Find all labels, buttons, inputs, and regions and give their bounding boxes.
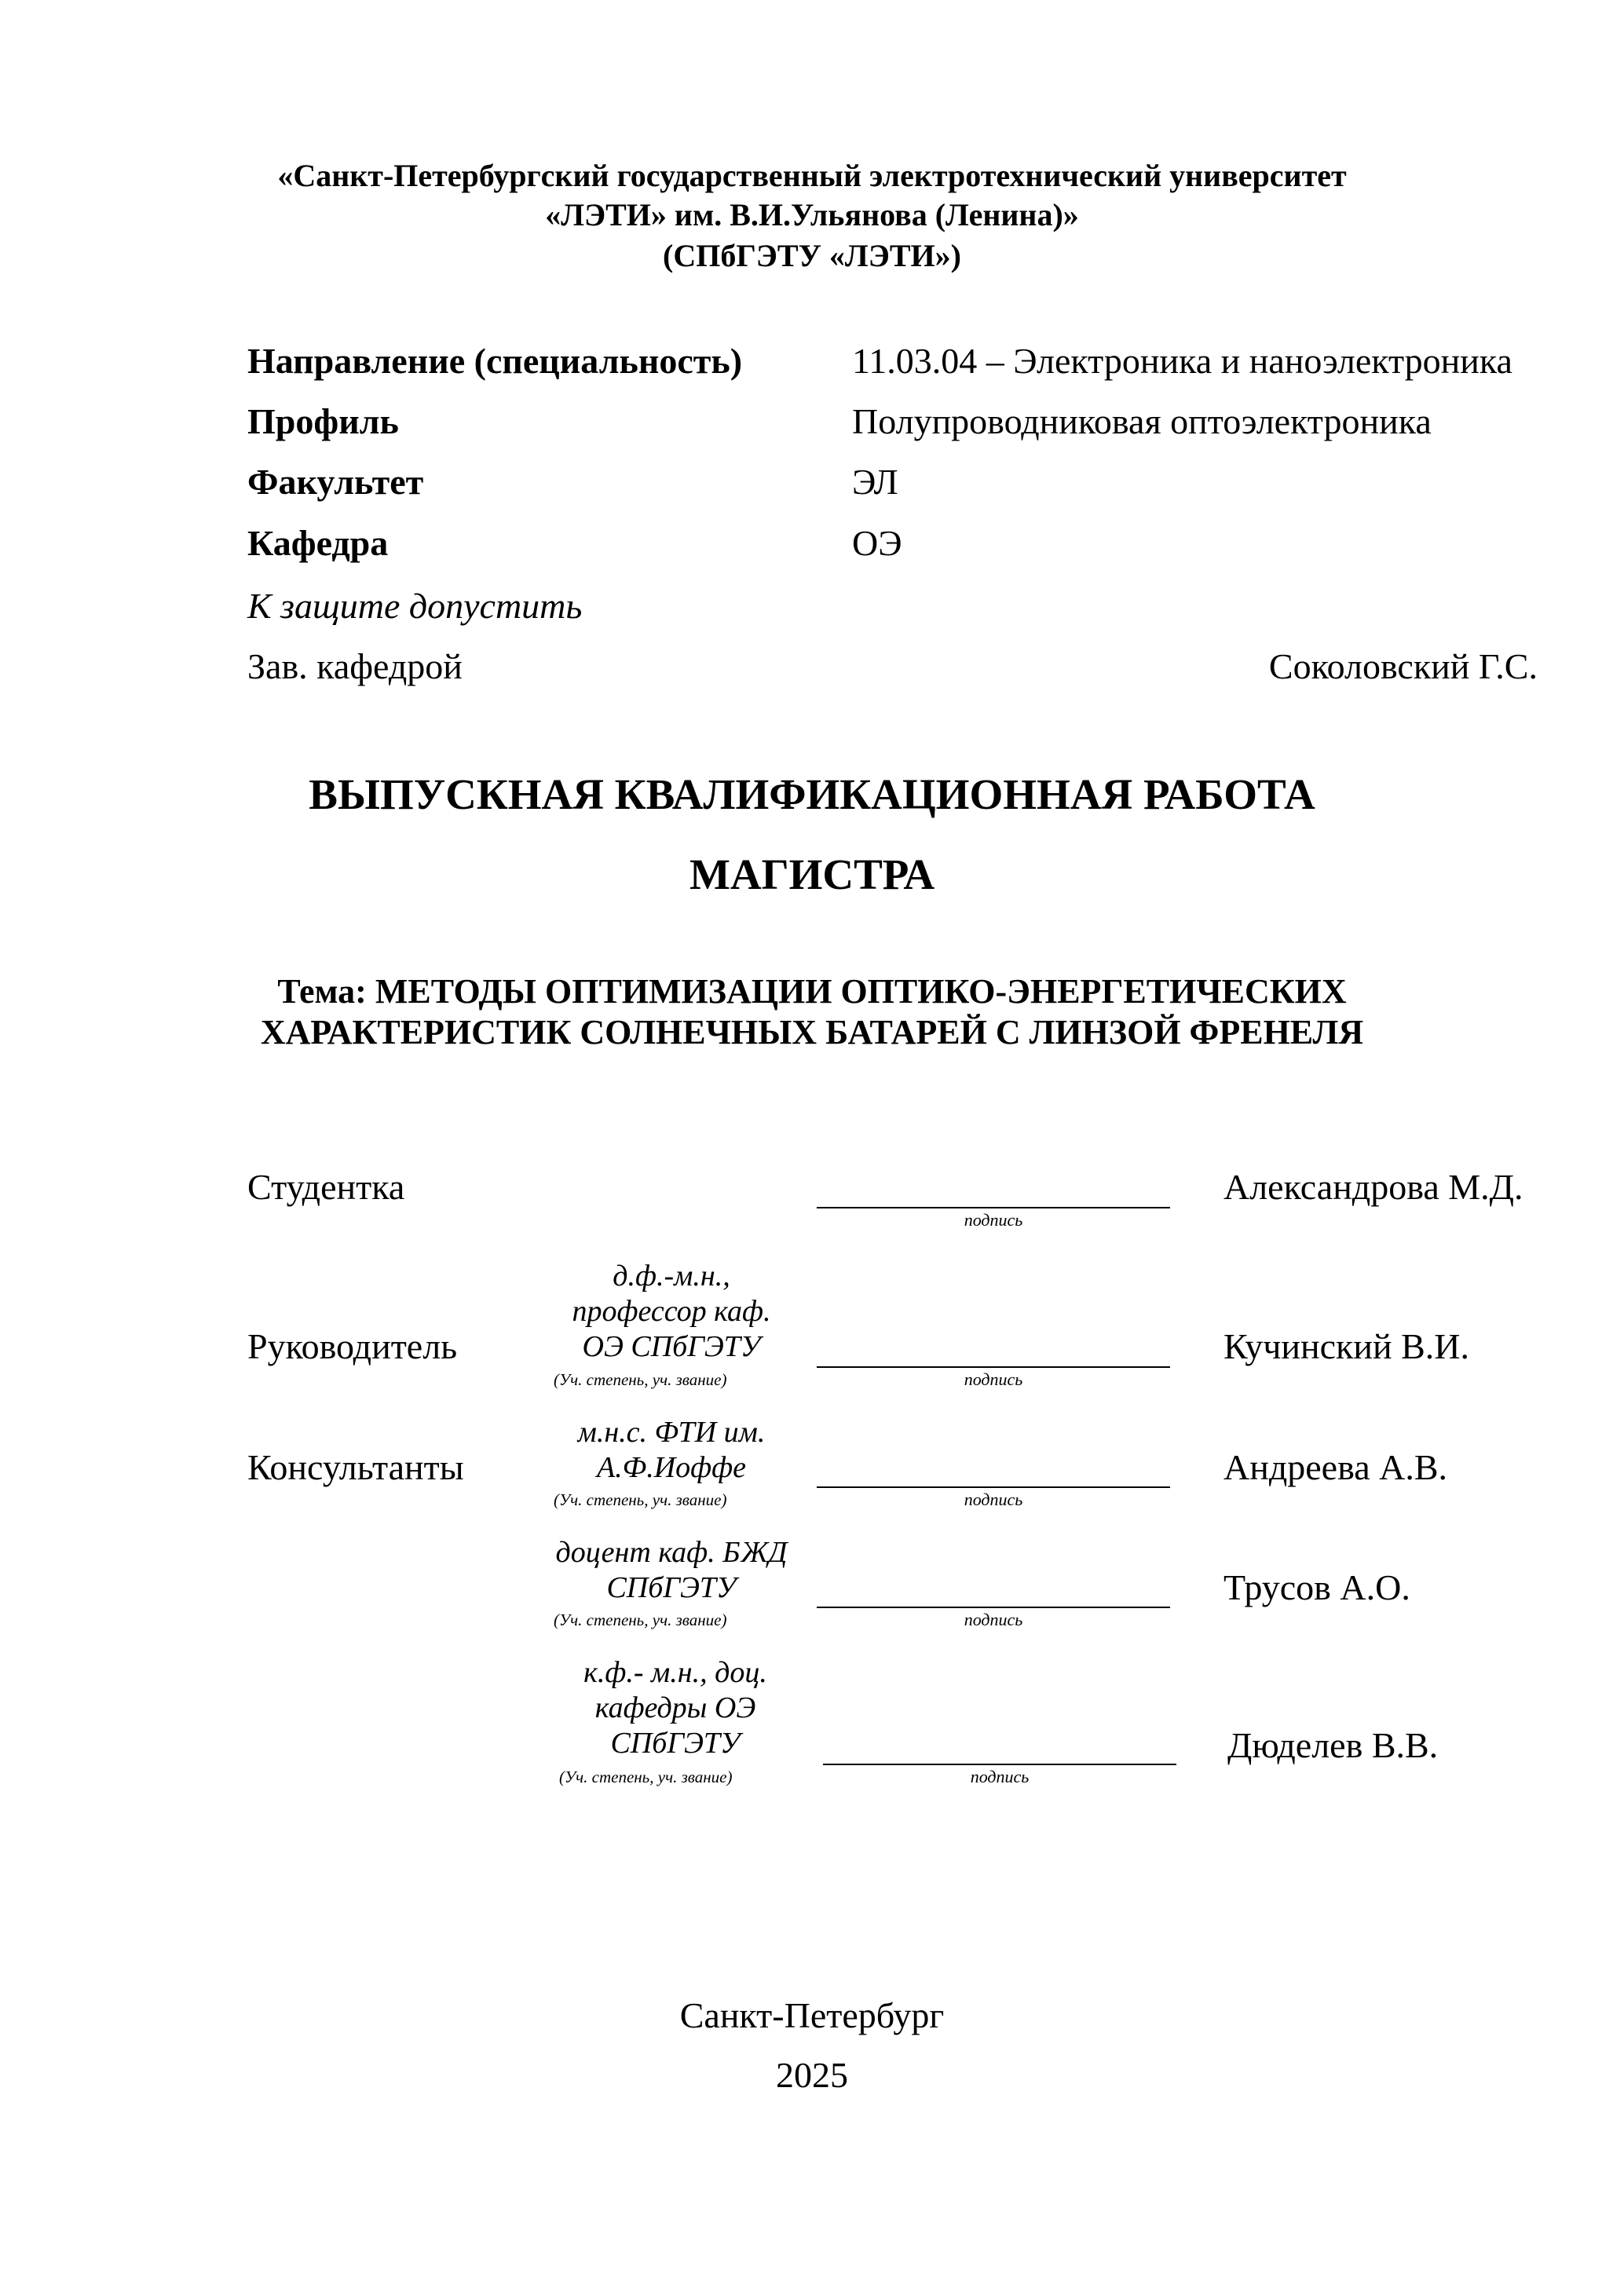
- consultant-2-degree-line-2: СПбГЭТУ: [606, 1571, 737, 1604]
- faculty-label: Факультет: [247, 462, 424, 502]
- student-signature-line: [817, 1207, 1170, 1208]
- city: Санкт-Петербург: [679, 1995, 945, 2035]
- supervisor-degree-hint: (Уч. степень, уч. звание): [554, 1370, 727, 1389]
- consultant-3-degree-line-2: кафедры ОЭ: [594, 1691, 756, 1724]
- year: 2025: [776, 2055, 848, 2095]
- consultants-role: Консультанты: [247, 1447, 464, 1487]
- supervisor-degree-line-2: профессор каф.: [572, 1295, 771, 1328]
- topic-line-2: ХАРАКТЕРИСТИК СОЛНЕЧНЫХ БАТАРЕЙ С ЛИНЗОЙ ФРЕНЕЛЯ: [260, 1013, 1364, 1051]
- consultant-3-degree-line-3: СПбГЭТУ: [610, 1727, 741, 1760]
- admit-to-defense: К защите допустить: [247, 586, 583, 626]
- student-name: Александрова М.Д.: [1223, 1167, 1523, 1207]
- work-title-line-2: МАГИСТРА: [689, 850, 935, 898]
- supervisor-signature-hint: подпись: [964, 1369, 1023, 1389]
- university-name-line-1: «Санкт-Петербургский государственный электротехнический университет: [277, 158, 1347, 193]
- department-value: ОЭ: [852, 523, 902, 563]
- profile-value: Полупроводниковая оптоэлектроника: [852, 401, 1432, 441]
- consultant-3-signature-line: [823, 1764, 1176, 1765]
- consultant-2-signature-hint: подпись: [964, 1610, 1023, 1629]
- consultant-2-degree-line-1: доцент каф. БЖД: [555, 1536, 788, 1569]
- department-label: Кафедра: [247, 523, 389, 563]
- consultant-1-signature-line: [817, 1486, 1170, 1488]
- consultant-1-signature-hint: подпись: [964, 1490, 1023, 1509]
- student-role: Студентка: [247, 1167, 405, 1207]
- consultant-1-degree-line-1: м.н.с. ФТИ им.: [577, 1416, 766, 1449]
- consultant-1-name: Андреева А.В.: [1223, 1447, 1448, 1487]
- supervisor-role: Руководитель: [247, 1326, 458, 1366]
- topic-line-1: Тема: МЕТОДЫ ОПТИМИЗАЦИИ ОПТИКО-ЭНЕРГЕТИЧЕСКИХ: [277, 972, 1347, 1011]
- consultant-2-name: Трусов А.О.: [1223, 1567, 1410, 1607]
- work-title-line-1: ВЫПУСКНАЯ КВАЛИФИКАЦИОННАЯ РАБОТА: [309, 770, 1315, 818]
- university-abbreviation: (СПбГЭТУ «ЛЭТИ»): [663, 238, 961, 273]
- direction-value: 11.03.04 – Электроника и наноэлектроника: [852, 341, 1512, 381]
- consultant-3-signature-hint: подпись: [970, 1767, 1030, 1786]
- head-of-department-label: Зав. кафедрой: [247, 646, 463, 686]
- supervisor-degree-line-1: д.ф.-м.н.,: [613, 1260, 730, 1292]
- student-signature-hint: подпись: [964, 1210, 1023, 1230]
- consultant-1-degree-hint: (Уч. степень, уч. звание): [554, 1490, 727, 1509]
- consultant-3-degree-hint: (Уч. степень, уч. звание): [559, 1768, 733, 1786]
- university-name-line-2: «ЛЭТИ» им. В.И.Ульянова (Ленина)»: [545, 197, 1079, 232]
- consultant-1-degree-line-2: А.Ф.Иоффе: [596, 1451, 747, 1484]
- consultant-2-degree-hint: (Уч. степень, уч. звание): [554, 1610, 727, 1629]
- direction-label: Направление (специальность): [247, 341, 743, 381]
- supervisor-signature-line: [817, 1366, 1170, 1368]
- supervisor-degree-line-3: ОЭ СПбГЭТУ: [582, 1330, 761, 1363]
- supervisor-name: Кучинский В.И.: [1223, 1326, 1469, 1366]
- head-of-department-name: Соколовский Г.С.: [1268, 646, 1538, 686]
- profile-label: Профиль: [247, 401, 399, 441]
- faculty-value: ЭЛ: [852, 462, 898, 502]
- consultant-3-name: Дюделев В.В.: [1227, 1725, 1439, 1765]
- consultant-3-degree-line-1: к.ф.- м.н., доц.: [583, 1656, 767, 1689]
- consultant-2-signature-line: [817, 1607, 1170, 1608]
